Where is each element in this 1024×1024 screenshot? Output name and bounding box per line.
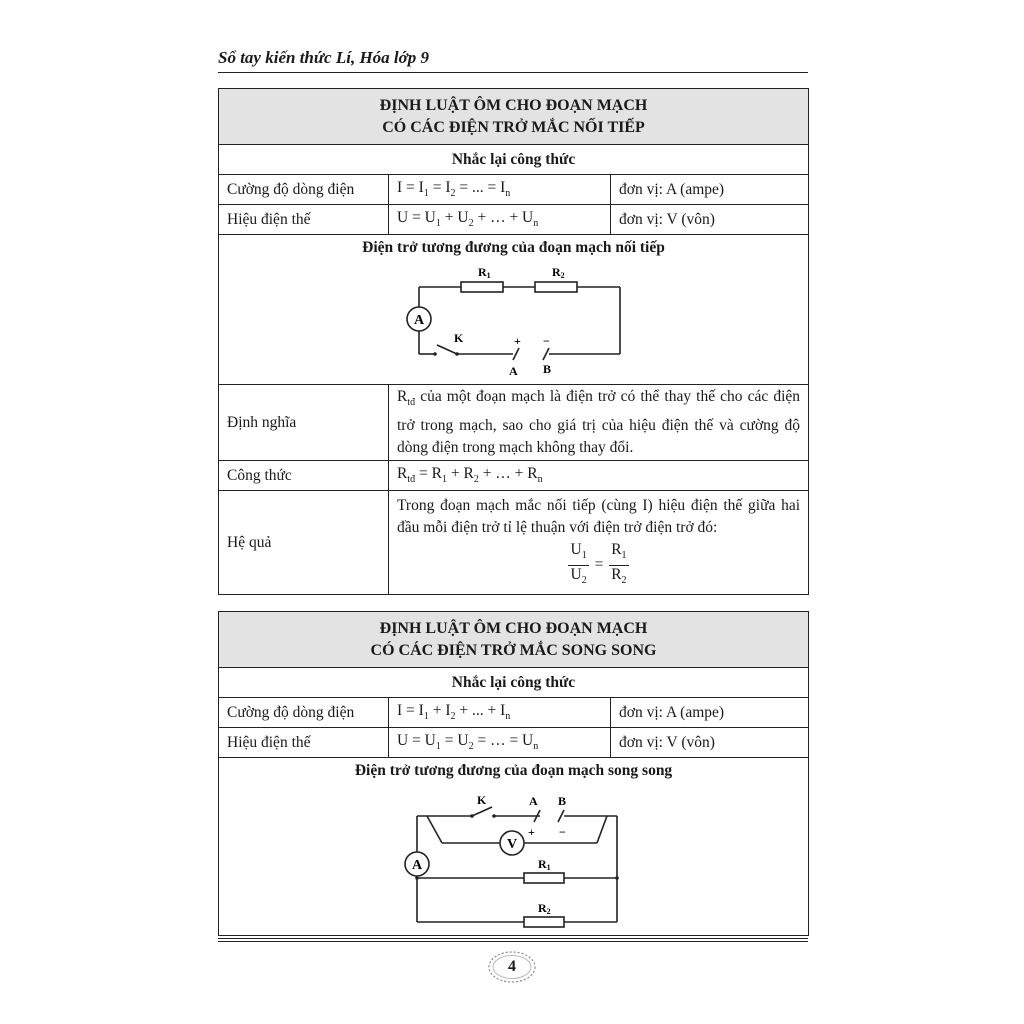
switch-label: K (476, 793, 486, 807)
r1-label: R1 (477, 265, 491, 280)
resistor-r2 (524, 917, 564, 927)
parallel-current-label: Cường độ dòng điện (219, 698, 389, 728)
series-circuit-box (218, 88, 809, 595)
switch-k (437, 345, 457, 354)
series-formula-row (219, 461, 809, 491)
series-corollary-row (219, 491, 809, 595)
series-definition-text: $R_{tđ}$ của một đoạn mạch là điện trở có thể thay thế cho các điện trở trong mạch, sao cho giá trị của hiệu điện thế và cường độ dòng điện trong mạch không thay đổi. (389, 385, 809, 461)
minus-sign: − (558, 825, 566, 839)
switch-k (472, 807, 492, 816)
series-voltage-label: Hiệu điện thế (219, 205, 389, 235)
terminal-a-label: A (508, 364, 518, 377)
resistor-r1 (461, 282, 503, 292)
parallel-circuit-diagram (394, 780, 634, 928)
plus-sign: + (527, 825, 535, 839)
parallel-voltage-unit: đơn vị: V (vôn) (611, 728, 809, 758)
switch-label: K (453, 331, 463, 345)
resistor-r2 (535, 282, 577, 292)
r1-label: R1 (537, 857, 551, 872)
series-recall-heading: Nhắc lại công thức (219, 145, 809, 175)
series-current-row (219, 175, 809, 205)
r2-label: R2 (551, 265, 565, 280)
parallel-voltage-label: Hiệu điện thế (219, 728, 389, 758)
plus-sign: + (513, 334, 521, 348)
terminal-b-label: B (557, 794, 566, 808)
page-number: 4 (508, 958, 516, 975)
resistor-r1 (524, 873, 564, 883)
wire (597, 816, 607, 843)
series-corollary-text: Trong đoạn mạch mắc nối tiếp (cùng I) hiệu điện thế giữa hai đầu mỗi điện trở tỉ lệ thuận với điện trở điện trở đó: (397, 496, 801, 536)
terminal-b-label: B (542, 362, 551, 376)
parallel-equivalent-section (219, 758, 809, 936)
parallel-equivalent-heading: Điện trở tương đương của đoạn mạch song song (354, 762, 673, 779)
series-box-title (219, 89, 809, 145)
series-voltage-row (219, 205, 809, 235)
footer-rule-thin (218, 941, 808, 942)
series-equivalent-heading: Điện trở tương đương của đoạn mạch nối tiếp (362, 239, 665, 256)
series-equivalent-section (219, 235, 809, 385)
parallel-voltage-row (219, 728, 809, 758)
ammeter-label: A (413, 313, 424, 328)
r2-label: R2 (537, 901, 551, 916)
series-definition-label: Định nghĩa (219, 385, 389, 461)
terminal-a-label: A (528, 794, 538, 808)
series-voltage-formula: $U = U_1 + U_2$ + … + $U_n$ (389, 205, 611, 235)
running-title: Sổ tay kiến thức Lí, Hóa lớp 9 (218, 48, 430, 67)
series-title-line1: ĐỊNH LUẬT ÔM CHO ĐOẠN MẠCH (379, 96, 648, 114)
parallel-recall-heading: Nhắc lại công thức (219, 668, 809, 698)
battery-minus-plate (543, 348, 549, 360)
footer-rule (218, 938, 808, 939)
series-current-unit: đơn vị: A (ampe) (611, 175, 809, 205)
series-title-line2: CÓ CÁC ĐIỆN TRỞ MẮC NỐI TIẾP (382, 118, 645, 136)
series-ratio-formula: $\frac{U_1}{U_2}$ = $\frac{R_1}{R_2}$ (570, 540, 627, 587)
series-formula-value: $R_{tđ} = R_1 + R_2$ + … + $R_n$ (389, 461, 809, 491)
parallel-title-line1: ĐỊNH LUẬT ÔM CHO ĐOẠN MẠCH (379, 619, 648, 637)
parallel-current-row (219, 698, 809, 728)
parallel-title-line2: CÓ CÁC ĐIỆN TRỞ MẮC SONG SONG (370, 641, 657, 659)
battery-minus-plate (558, 810, 564, 822)
page-number-badge (486, 948, 538, 986)
series-current-formula: $I = I_1 = I_2$ = ... = $I_n$ (389, 175, 611, 205)
series-formula-label: Công thức (219, 461, 389, 491)
parallel-box-title (219, 612, 809, 668)
series-circuit-diagram (399, 259, 629, 377)
parallel-voltage-formula: $U = U_1 = U_2$ = … = $U_n$ (389, 728, 611, 758)
header-rule (218, 72, 808, 73)
series-voltage-unit: đơn vị: V (vôn) (611, 205, 809, 235)
series-corollary-cell (389, 491, 809, 595)
parallel-circuit-box (218, 611, 809, 936)
minus-sign: − (542, 334, 550, 348)
series-corollary-label: Hệ quả (219, 491, 389, 595)
parallel-current-formula: $I = I_1 + I_2$ + ... + $I_n$ (389, 698, 611, 728)
ammeter-label: A (411, 858, 422, 873)
parallel-current-unit: đơn vị: A (ampe) (611, 698, 809, 728)
series-definition-row (219, 385, 809, 461)
series-current-label: Cường độ dòng điện (219, 175, 389, 205)
battery-plus-plate (513, 348, 519, 360)
wire (427, 816, 442, 843)
voltmeter-label: V (506, 837, 517, 852)
